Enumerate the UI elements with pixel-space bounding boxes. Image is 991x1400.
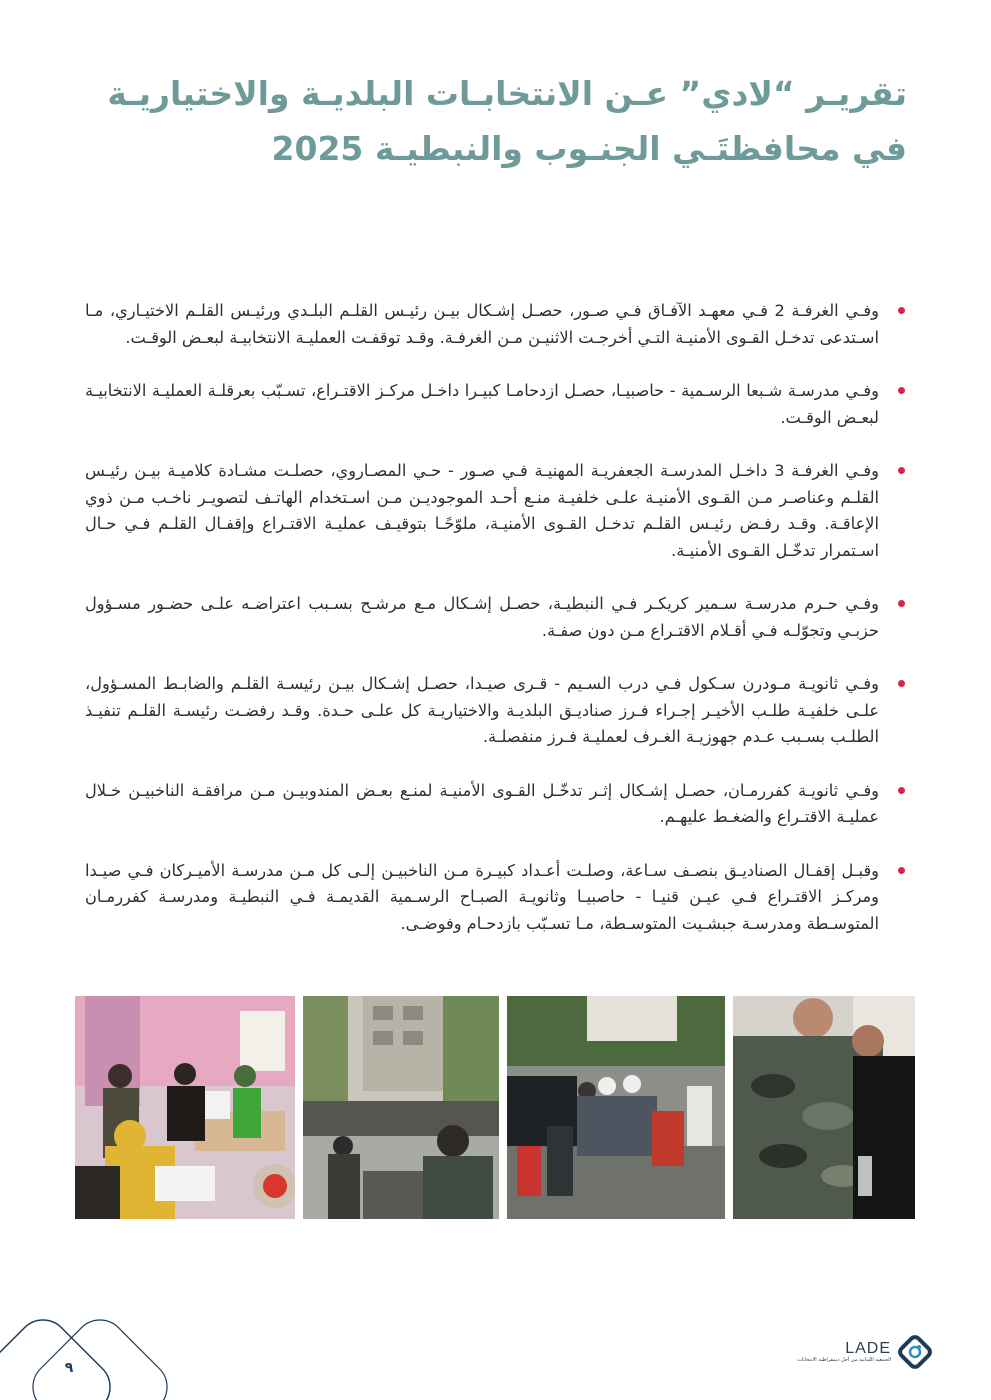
incident-item — [85, 591, 907, 644]
security-officer-photo — [733, 996, 915, 1219]
incident-item — [85, 778, 907, 831]
bullet-dot-icon — [898, 600, 905, 607]
polling-room-photo — [75, 996, 295, 1219]
lade-emblem-icon — [897, 1334, 933, 1370]
street-crowd-photo — [303, 996, 499, 1219]
bullet-dot-icon — [898, 307, 905, 314]
incident-text: وفـي ثانويـة كفررمـان، حصـل إشـكال إثـر تدخّـل القـوى الأمنيـة لمنـع بعـض المندوبيـن مـن مرافقـة الناخبيـن خـلال عمليـة الاقتـراع والضغـط عليهـم. — [85, 780, 879, 826]
incident-item — [85, 671, 907, 751]
lade-logo — [797, 1334, 933, 1370]
report-title-line-1: تقريـر “لادي” عـن الانتخابـات البلديـة والاختياريـة — [107, 74, 907, 113]
incident-item — [85, 378, 907, 431]
incident-list — [85, 298, 907, 964]
incident-text: وفـي حـرم مدرسـة سـمير كريكـر فـي النبطيـة، حصـل إشـكال مـع مرشـح بسـبب اعتراضـه علـى حضـور مسـؤول حزبـي وتجوّلـه فـي أقـلام الاقتـراع مـن دون صفـة. — [85, 594, 879, 640]
bullet-dot-icon — [898, 680, 905, 687]
page-corner-decoration — [0, 1290, 200, 1400]
incident-item — [85, 858, 907, 938]
report-title — [77, 66, 907, 176]
page-number: ٩ — [64, 1360, 74, 1376]
incident-item — [85, 458, 907, 564]
incident-text: وقبـل إقفـال الصناديـق بنصـف سـاعة، وصلـت أعـداد كبيـرة مـن الناخبيـن إلـى كل مـن مدرسـة الأميـركان فـي صيـدا ومركـز الاقتـراع فـي عيـن قنيـا - حاصبيـا وثانويـة الصبـاح الرسـمية القديمـة فـي النبطيـة ومدرسـة كفررمـان المتوسـطة ومدرسـة جبشـيت المتوسـطة، مـا تسـبّب بازدحـام وفوضـى. — [85, 860, 879, 933]
photo-strip — [75, 996, 915, 1219]
bullet-dot-icon — [898, 467, 905, 474]
report-title-line-2: في محافظتَـي الجنـوب والنبطيـة 2025 — [271, 129, 907, 168]
incident-text: وفـي ثانويـة مـودرن سـكول فـي درب السـيم - قـرى صيـدا، حصـل إشـكال بيـن رئيسـة القلـم والضابـط المسـؤول، علـى خلفيـة طلـب الأخيـر إجـراء فـرز صناديـق البلديـة والاختياريـة كل علـى حـدة. وقـد رفضـت رئيسـة القلـم تنفيـذ الطلـب بسـبب عـدم جهوزيـة الغـرف لعمليـة فـرز منفصلـة. — [85, 674, 879, 746]
bullet-dot-icon — [898, 867, 905, 874]
incident-text: وفـي مدرسـة شـبعا الرسـمية - حاصبيـا، حصـل ازدحامـا كبيـرا داخـل مركـز الاقتـراع، تسـبّب بعرقلـة العمليـة الانتخابيـة لبعـض الوقـت. — [85, 381, 879, 427]
logo-name: LADE — [845, 1339, 891, 1357]
bullet-dot-icon — [898, 387, 905, 394]
logo-text — [797, 1341, 891, 1364]
bullet-dot-icon — [898, 787, 905, 794]
incident-text: وفـي الغرفـة 2 فـي معهـد الآفـاق فـي صـور، حصـل إشـكال بيـن رئيـس القلـم البلـدي ورئيـس القلـم الاختيـاري، مـا اسـتدعى تدخـل القـوى الأمنيـة التـي أخرجـت الاثنيـن مـن الغرفـة. وقـد توقفـت العمليـة الانتخابيـة لبعـض الوقـت. — [85, 301, 879, 347]
incident-item — [85, 298, 907, 351]
incident-text: وفـي الغرفـة 3 داخـل المدرسـة الجعفريـة المهنيـة فـي صـور - حـي المصـاروي، حصلـت مشـادة كلاميـة بيـن رئيـس القلـم وعناصـر مـن القـوى الأمنيـة علـى خلفيـة منـع أحـد الموجوديـن مـن اسـتخدام الهاتـف لتصويـر ناخـب مـن ذوي الإعاقـة. وقـد رفـض رئيـس القلـم تدخـل القـوى الأمنيـة، ملوّحًـا بتوقيـف عمليـة الاقتـراع وإقفـال القلـم فـي حـال اسـتمرار تدخّـل القـوى الأمنيـة. — [85, 461, 879, 560]
logo-subtitle: الجمعية اللبنانية من أجل ديمقراطية الانتخابات — [797, 1356, 891, 1363]
crowd-clash-photo — [507, 996, 725, 1219]
